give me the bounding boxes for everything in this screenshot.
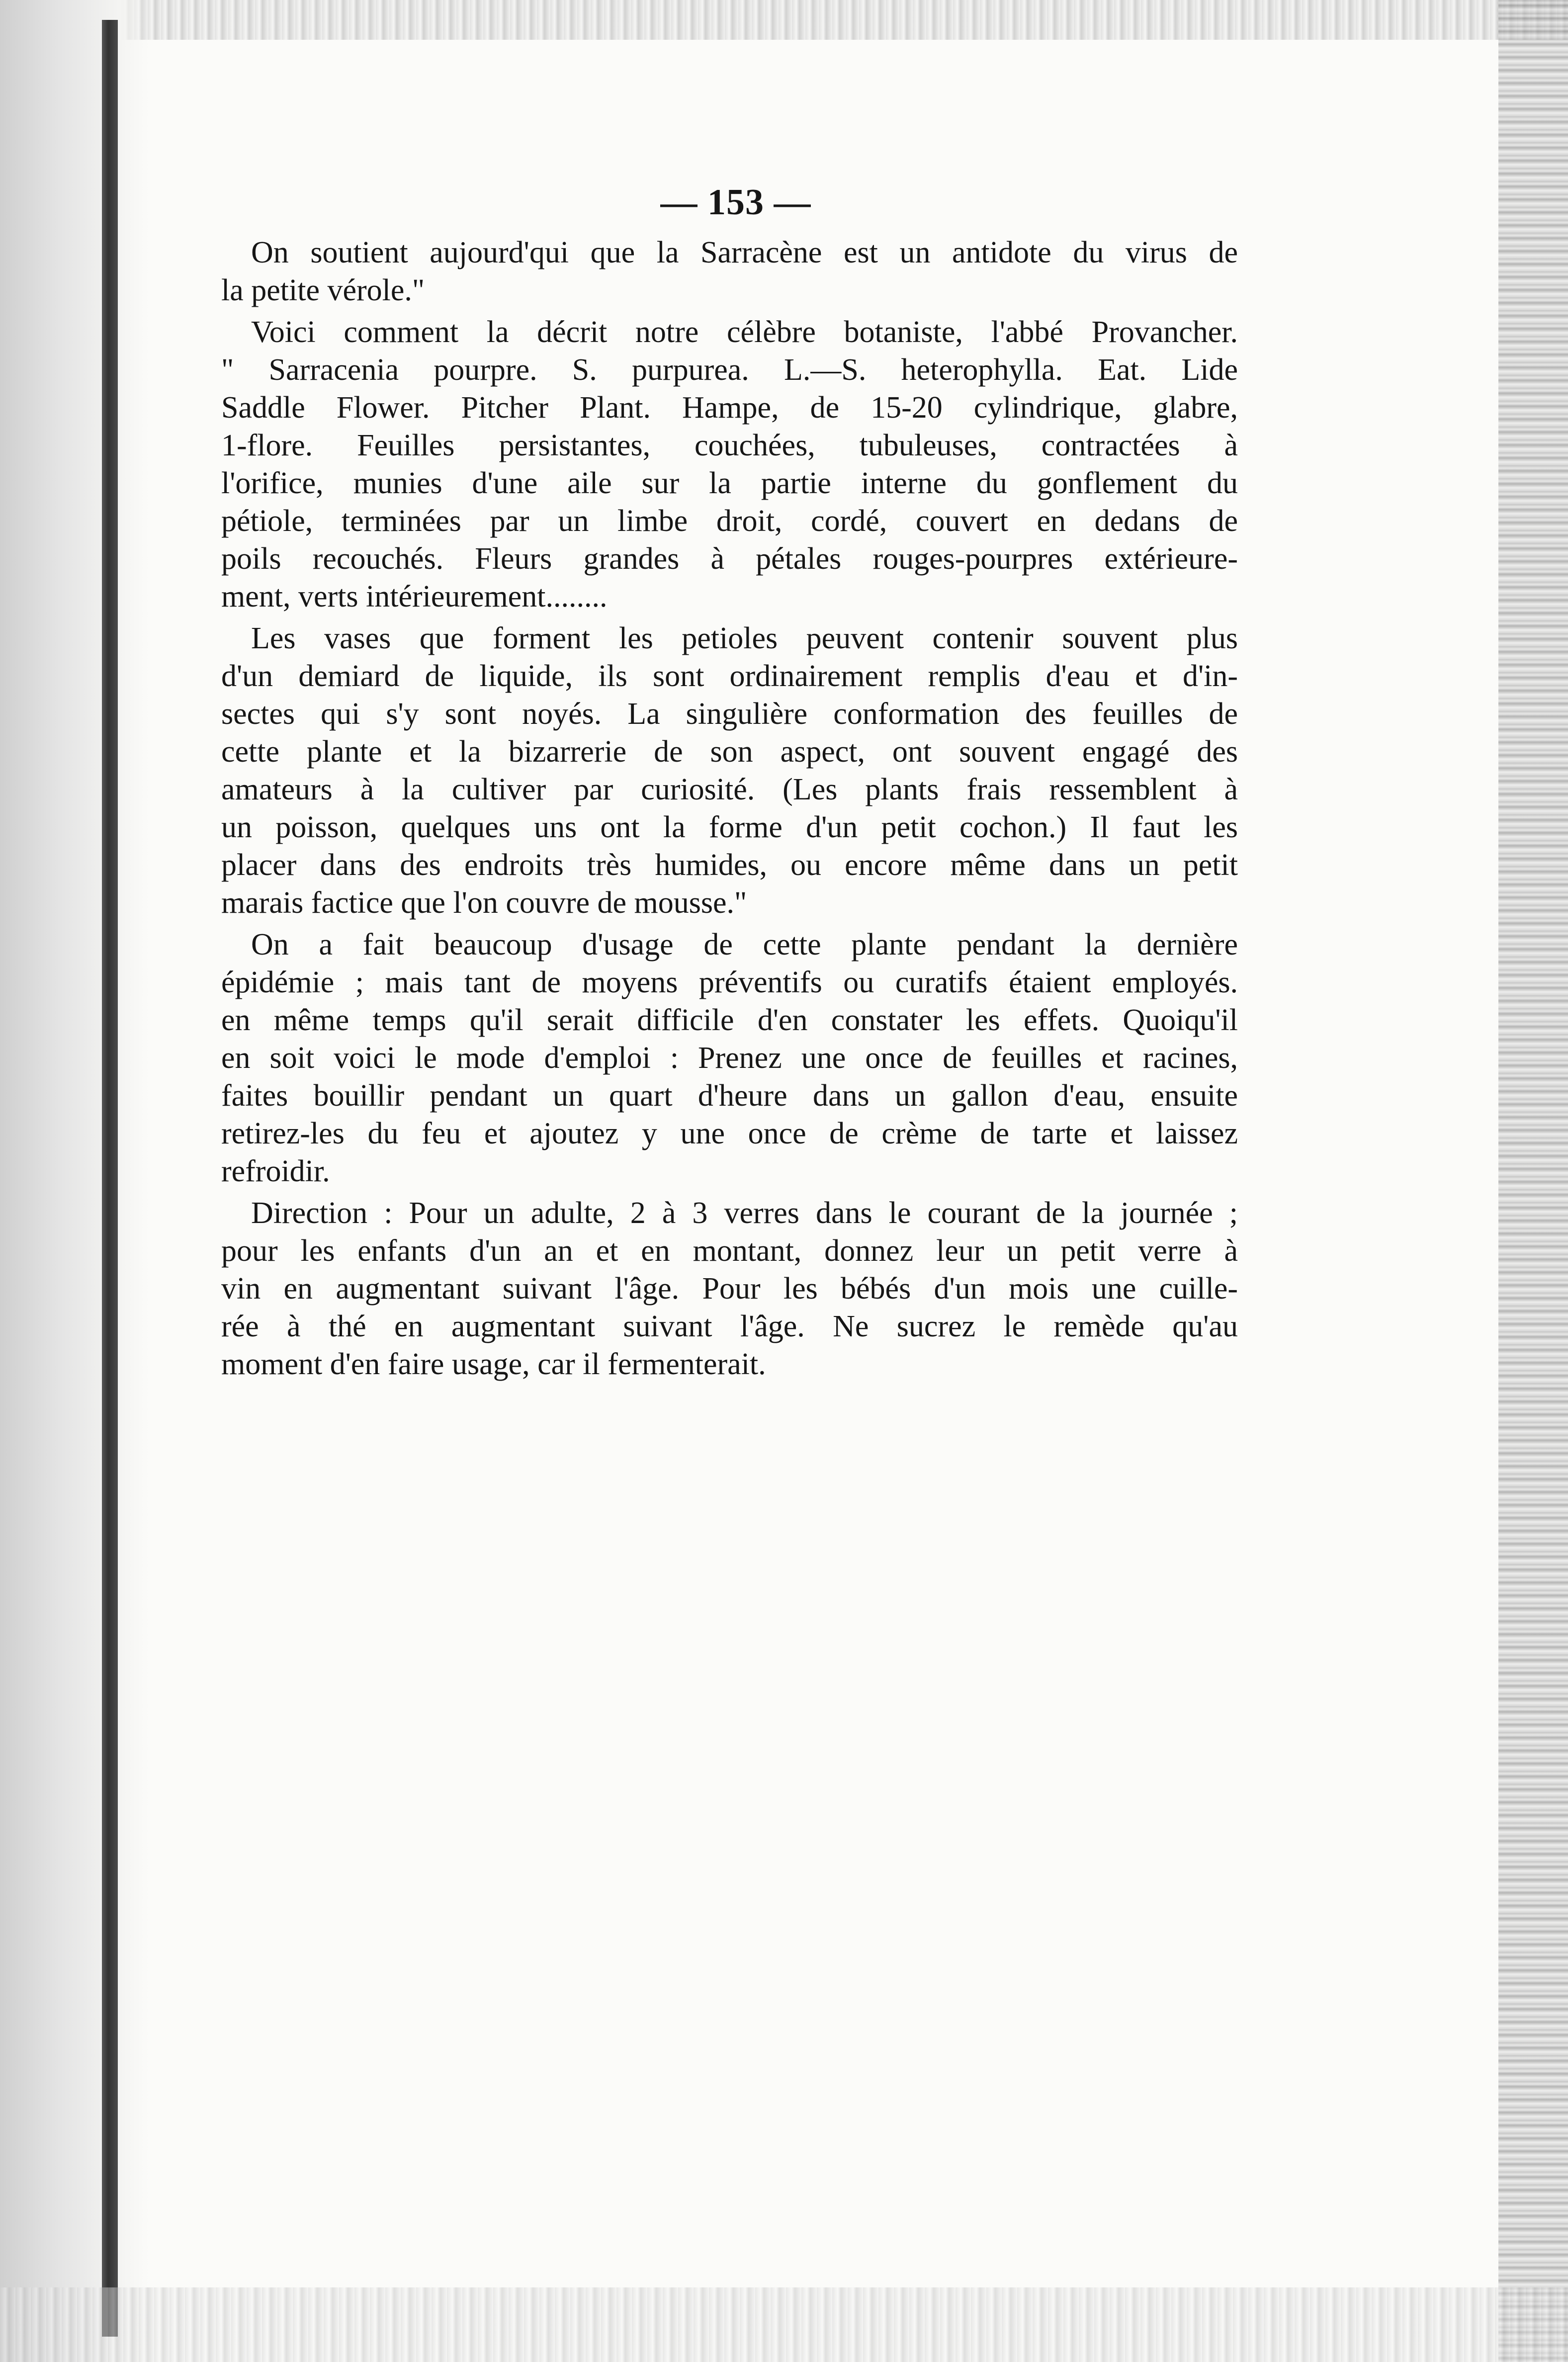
text-line: vin en augmentant suivant l'âge. Pour les bébés d'un mois une cuille-	[221, 1272, 1238, 1306]
scan-bottom-edge	[0, 2287, 1568, 2362]
scan-binding-bar	[102, 20, 118, 2337]
text-line: en même temps qu'il serait difficile d'en constater les effets. Quoiqu'il	[221, 1003, 1238, 1037]
text-line: On soutient aujourd'qui que la Sarracène est un antidote du virus de	[251, 236, 1238, 269]
text-line: Voici comment la décrit notre célèbre botaniste, l'abbé Provancher.	[251, 315, 1238, 349]
paragraph	[221, 619, 1238, 922]
text-line: poils recouchés. Fleurs grandes à pétales rouges-pourpres extérieure-	[221, 542, 1238, 576]
text-line: la petite vérole."	[221, 273, 425, 307]
text-line: On a fait beaucoup d'usage de cette plante pendant la dernière	[251, 928, 1238, 962]
text-line: Saddle Flower. Pitcher Plant. Hampe, de 15-20 cylindrique, glabre,	[221, 391, 1238, 425]
text-line: moment d'en faire usage, car il fermenterait.	[221, 1347, 766, 1381]
paragraph	[221, 234, 1238, 309]
text-line: 1-flore. Feuilles persistantes, couchées, tubuleuses, contractées à	[221, 429, 1238, 462]
text-line: pour les enfants d'un an et en montant, donnez leur un petit verre à	[221, 1234, 1238, 1268]
scan-binding-shadow	[0, 0, 149, 2362]
scan-right-edge	[1498, 0, 1568, 2362]
text-line: faites bouillir pendant un quart d'heure dans un gallon d'eau, ensuite	[221, 1079, 1238, 1113]
text-line: marais factice que l'on couvre de mousse."	[221, 886, 747, 920]
text-line: l'orifice, munies d'une aile sur la partie interne du gonflement du	[221, 466, 1238, 500]
text-line: épidémie ; mais tant de moyens préventifs ou curatifs étaient employés.	[221, 965, 1238, 999]
paragraph	[221, 313, 1238, 615]
text-line: Les vases que forment les petioles peuvent contenir souvent plus	[251, 621, 1238, 655]
text-line: pétiole, terminées par un limbe droit, cordé, couvert en dedans de	[221, 504, 1238, 538]
page-number: — 153 —	[660, 182, 811, 223]
text-line: en soit voici le mode d'emploi : Prenez une once de feuilles et racines,	[221, 1041, 1238, 1075]
text-line: " Sarracenia pourpre. S. purpurea. L.—S. heterophylla. Eat. Lide	[221, 353, 1238, 387]
body-text	[221, 234, 1238, 1383]
text-line: un poisson, quelques uns ont la forme d'un petit cochon.) Il faut les	[221, 810, 1238, 844]
text-line: amateurs à la cultiver par curiosité. (Les plants frais ressemblent à	[221, 773, 1238, 806]
text-line: placer dans des endroits très humides, ou encore même dans un petit	[221, 848, 1238, 882]
text-line: sectes qui s'y sont noyés. La singulière conformation des feuilles de	[221, 697, 1238, 731]
text-line: refroidir.	[221, 1154, 330, 1188]
text-line: retirez-les du feu et ajoutez y une once de crème de tarte et laissez	[221, 1117, 1238, 1150]
text-line: d'un demiard de liquide, ils sont ordinairement remplis d'eau et d'in-	[221, 659, 1238, 693]
scan-top-edge	[0, 0, 1568, 40]
text-line: ment, verts intérieurement........	[221, 580, 608, 613]
text-line: cette plante et la bizarrerie de son aspect, ont souvent engagé des	[221, 735, 1238, 769]
text-line: rée à thé en augmentant suivant l'âge. Ne sucrez le remède qu'au	[221, 1310, 1238, 1343]
text-line: Direction : Pour un adulte, 2 à 3 verres dans le courant de la journée ;	[251, 1196, 1238, 1230]
paragraph	[221, 926, 1238, 1190]
paragraph	[221, 1194, 1238, 1383]
